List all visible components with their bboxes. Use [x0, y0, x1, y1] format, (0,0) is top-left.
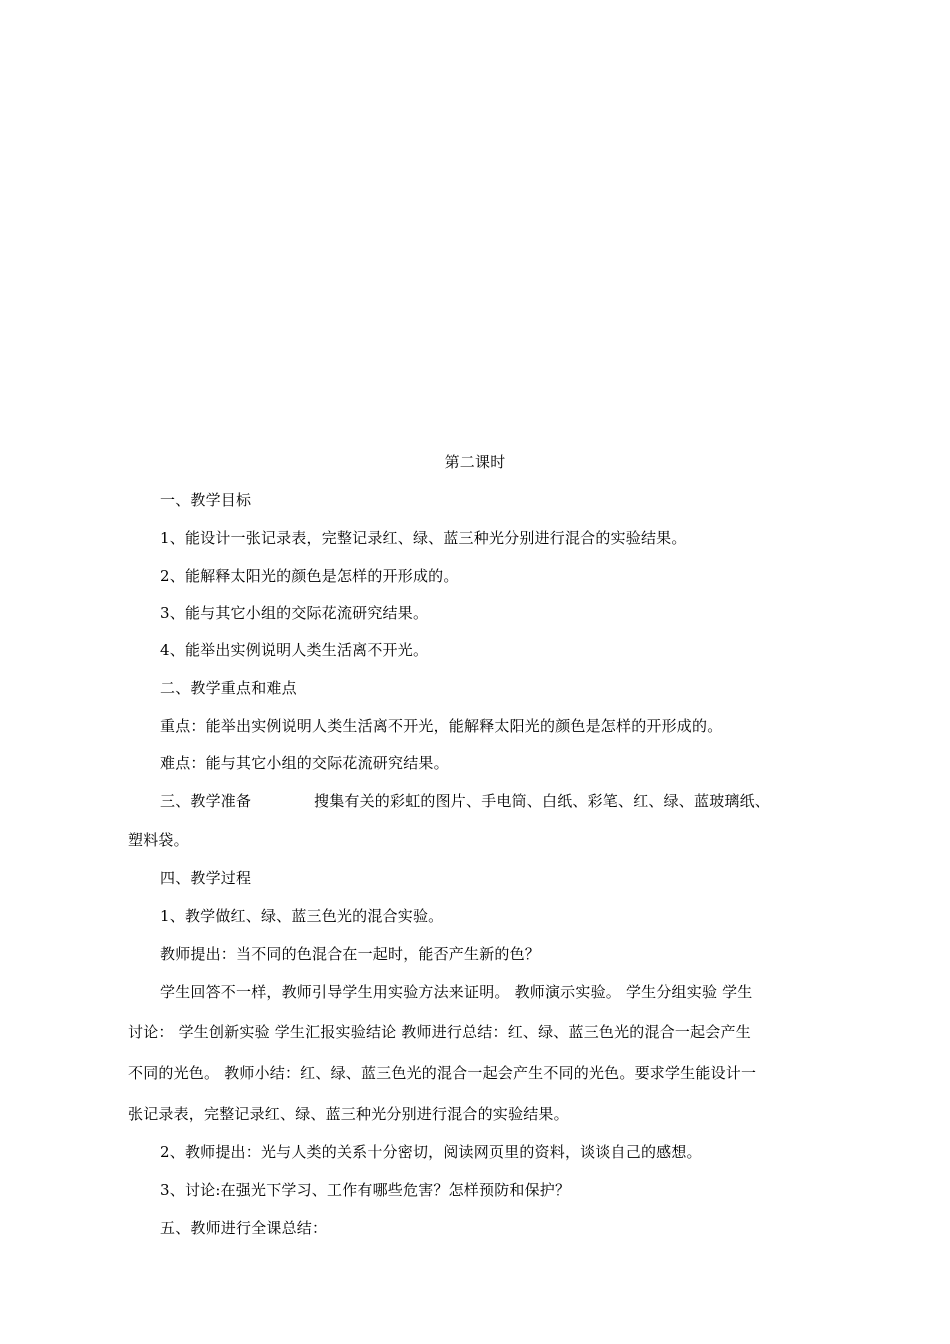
process-step-3: 3、讨论:在强光下学习、工作有哪些危害？怎样预防和保护？ [160, 1181, 571, 1199]
key-point-text: 重点：能举出实例说明人类生活离不开光，能解释太阳光的颜色是怎样的开形成的。 [160, 717, 723, 735]
page-title: 第二课时 [444, 453, 506, 471]
teacher-question: 教师提出：当不同的色混合在一起时，能否产生新的色？ [160, 945, 541, 963]
objective-item-1: 1、能设计一张记录表，完整记录红、绿、蓝三种光分别进行混合的实验结果。 [160, 529, 687, 547]
objective-item-2: 2、能解释太阳光的颜色是怎样的开形成的。 [160, 567, 459, 585]
difficulty-text: 难点：能与其它小组的交际花流研究结果。 [160, 754, 449, 772]
paragraph-line: 张记录表，完整记录红、绿、蓝三种光分别进行混合的实验结果。 [128, 1105, 569, 1123]
section-heading-key-points: 二、教学重点和难点 [160, 679, 297, 697]
paragraph-line: 讨论： 学生创新实验 学生汇报实验结论 教师进行总结：红、绿、蓝三色光的混合一起会产生 [128, 1023, 751, 1041]
section-heading-preparation: 三、教学准备 [160, 792, 252, 810]
objective-item-4: 4、能举出实例说明人类生活离不开光。 [160, 641, 429, 659]
section-heading-process: 四、教学过程 [160, 869, 252, 887]
process-step-1: 1、教学做红、绿、蓝三色光的混合实验。 [160, 907, 444, 925]
preparation-materials-cont: 塑料袋。 [128, 831, 189, 849]
preparation-materials: 搜集有关的彩虹的图片、手电筒、白纸、彩笔、红、绿、蓝玻璃纸、 [314, 792, 771, 810]
section-heading-summary: 五、教师进行全课总结： [160, 1219, 328, 1237]
paragraph-line: 不同的光色。 教师小结：红、绿、蓝三色光的混合一起会产生不同的光色。要求学生能设计一 [128, 1064, 757, 1082]
process-step-2: 2、教师提出：光与人类的关系十分密切，阅读网页里的资料，谈谈自己的感想。 [160, 1143, 702, 1161]
objective-item-3: 3、能与其它小组的交际花流研究结果。 [160, 604, 429, 622]
paragraph-line: 学生回答不一样，教师引导学生用实验方法来证明。 教师演示实验。 学生分组实验 学生 [160, 983, 753, 1001]
section-heading-objectives: 一、教学目标 [160, 491, 252, 509]
